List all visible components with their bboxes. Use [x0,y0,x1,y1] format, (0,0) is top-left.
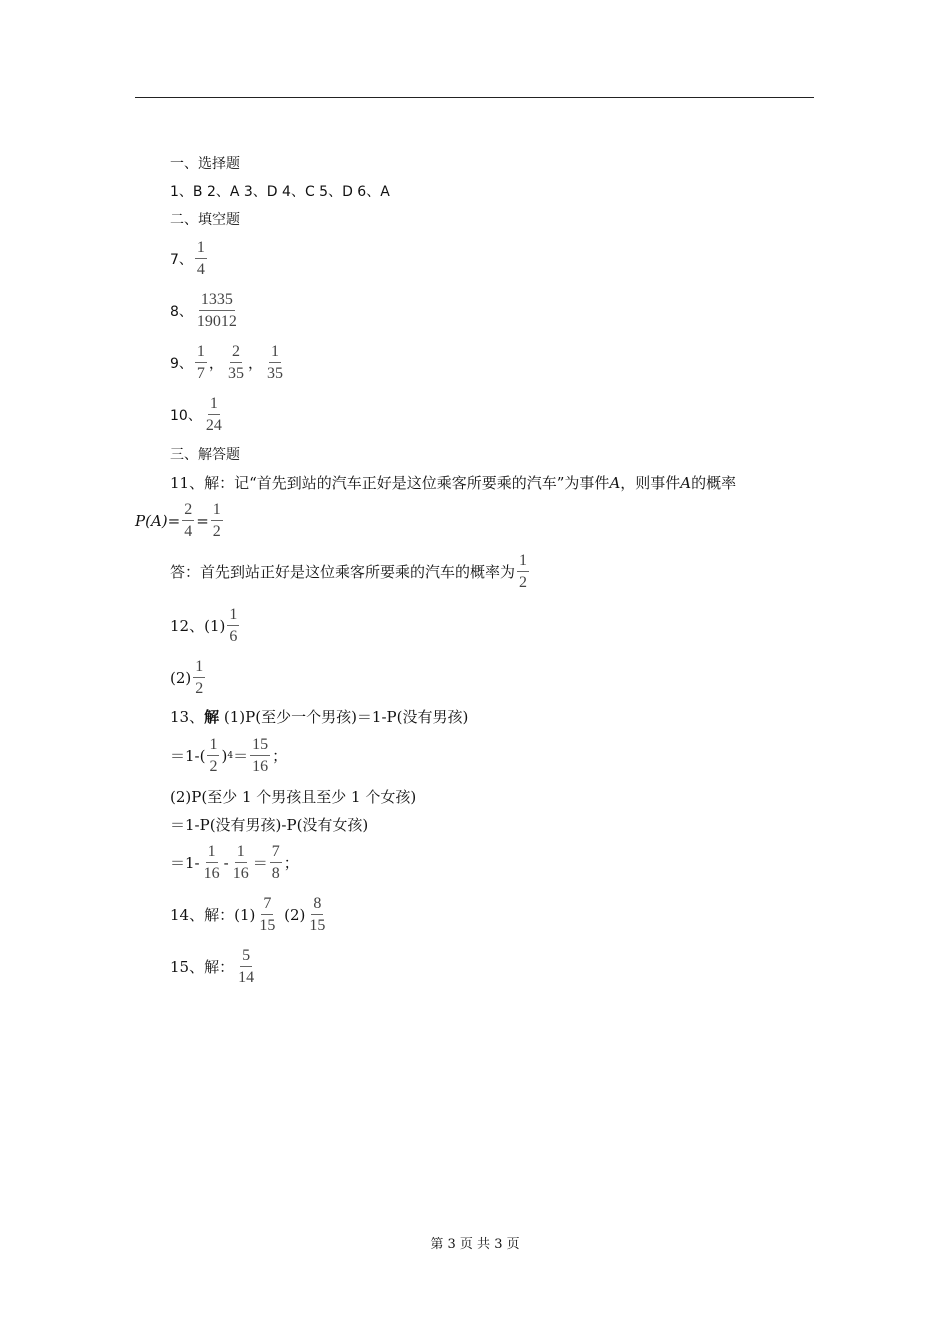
fraction: $\frac{1}{2}$ [212,501,221,541]
fraction: $\frac{2}{4}$ [184,501,193,541]
section-solve-heading: 三、解答题 [170,447,240,463]
fraction: $\frac{1}{16}$ [203,843,220,883]
fraction: $\frac{1}{7}$ [196,343,205,383]
fraction: $\frac{5}{14}$ [238,947,255,987]
q12-part1: 12、(1) $\frac{1}{6}$ [170,606,238,646]
page-footer: 第 3 页 共 3 页 [430,1237,520,1252]
q13-line2: ＝1-( $\frac{1}{2}$ ) 4 ＝ $\frac{15}{16}$ ； [170,736,288,776]
q8: 8、 $\frac{1335}{19012}$ [170,291,237,331]
q9: 9、 $\frac{1}{7}$ ， $\frac{2}{35}$ ， $\frac{1}{35}$ [170,343,283,383]
section-fill-heading: 二、填空题 [170,212,240,228]
fraction: $\frac{1}{6}$ [229,606,238,646]
fraction: $\frac{1}{4}$ [196,239,205,279]
q10: 10、 $\frac{1}{24}$ [170,395,222,435]
fraction: $\frac{2}{35}$ [227,343,244,383]
fraction: $\frac{7}{15}$ [259,895,276,935]
fraction: $\frac{1}{2}$ [209,736,218,776]
fraction: $\frac{1}{2}$ [519,552,528,592]
q11-probability: P(A)= $\frac{2}{4}$ = $\frac{1}{2}$ [135,501,221,541]
q11-answer: 答：首先到站正好是这位乘客所要乘的汽车的概率为 $\frac{1}{2}$ [170,552,528,592]
q13-line1: 13、 解 (1)P(至少一个男孩)＝1-P(没有男孩) [170,708,469,726]
q11-statement: 11、解：记“首先到站的汽车正好是这位乘客所要乘的汽车”为事件 A ，则事件 A 的概率 [170,473,737,492]
choice-answers: 1、B 2、A 3、D 4、C 5、D 6、A [170,184,390,200]
q13-line5: ＝1- $\frac{1}{16}$ - $\frac{1}{16}$ ＝ $\frac{7}{8}$ ； [170,843,299,883]
q15: 15、解： $\frac{5}{14}$ [170,947,255,987]
fraction: $\frac{1}{35}$ [266,343,283,383]
fraction: $\frac{1}{2}$ [195,658,204,698]
fraction: $\frac{7}{8}$ [271,843,280,883]
fraction: $\frac{8}{15}$ [309,895,326,935]
fraction: $\frac{1335}{19012}$ [196,291,237,331]
q13-line4: ＝1-P(没有男孩)-P(没有女孩) [170,816,369,834]
q7: 7、 $\frac{1}{4}$ [170,239,205,279]
header-rule [135,97,814,98]
fraction: $\frac{1}{24}$ [205,395,222,435]
q14: 14、解：(1) $\frac{7}{15}$ (2) $\frac{8}{15}$ [170,895,326,935]
fraction: $\frac{1}{16}$ [232,843,249,883]
q12-part2: (2) $\frac{1}{2}$ [170,658,204,698]
section-choice-heading: 一、选择题 [170,156,240,172]
fraction: $\frac{15}{16}$ [252,736,269,776]
q13-line3: (2)P(至少 1 个男孩且至少 1 个女孩) [170,788,417,806]
